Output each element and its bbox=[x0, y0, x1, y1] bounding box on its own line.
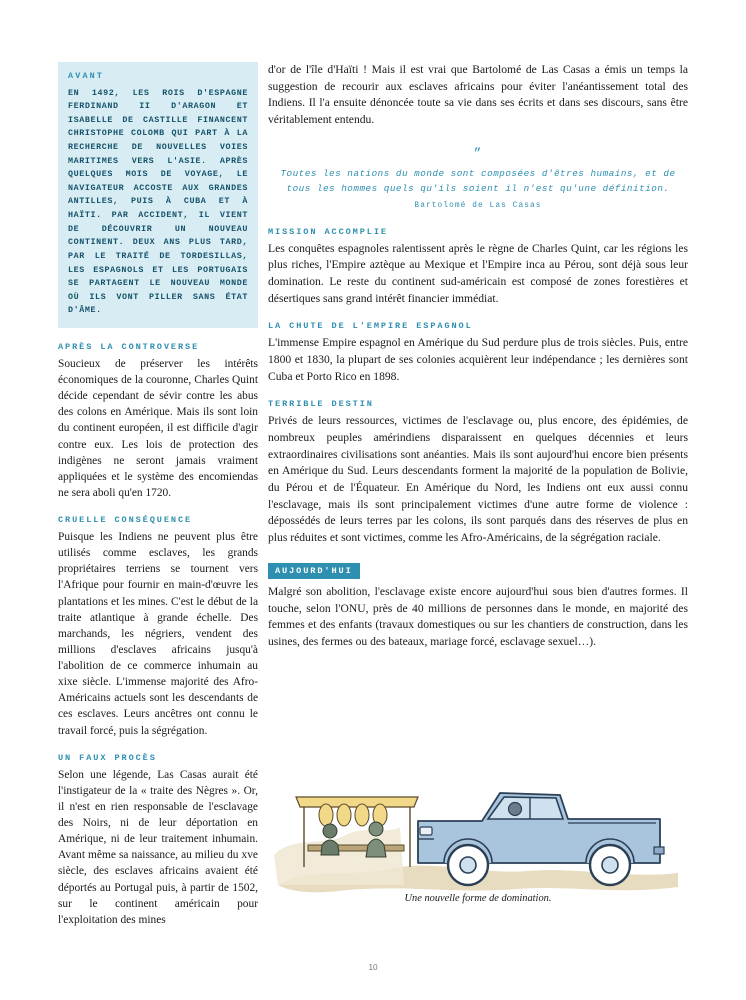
paragraph: Malgré son abolition, l'esclavage existe encore aujourd'hui sous bien d'autres formes. Il touche, selon l'ONU, près de 40 millions de personnes dans le monde, en majorité des femmes et des enfants (travaux domestiques ou sur les chantiers de construction, dans les usines, des fermes ou des bateaux, mariage forcé, esclavage sexuel…). bbox=[268, 584, 688, 648]
paragraph: L'immense Empire espagnol en Amérique du Sud perdure plus de trois siècles. Puis, entre 1800 et 1830, la plupart de ses colonies acquièrent leur indépendance ; les dernières sont Cuba et Porto Rico en 1898. bbox=[268, 336, 688, 383]
lead-paragraph: d'or de l'île d'Haïti ! Mais il est vrai que Bartolomé de Las Casas a émis un temps la suggestion de recourir aux esclaves africains pour éviter l'anéantissement total des Indiens. Il l'a ensuite dénoncée toute sa vie dans ses écrits et dans ses discours, sans être véritablement entendu. bbox=[268, 63, 688, 127]
section-heading-cruelle-consequence: CRUELLE CONSÉQUENCE bbox=[58, 515, 193, 526]
section-heading-aujourdhui: AUJOURD'HUI bbox=[268, 563, 360, 579]
quote-marks: ” bbox=[473, 145, 483, 161]
section-heading-apres-la-controverse: APRÈS LA CONTROVERSE bbox=[58, 341, 200, 352]
paragraph: Puisque les Indiens ne peuvent plus être utilisés comme esclaves, les grands propriétaires terriens se tournent vers l'Afrique pour fournir en main-d'œuvre les plantations et les mines. C'est le début de la traite atlantique à grande échelle. Des marchands, les négriers, vendent des millions d'esclaves africains jusqu'à l'abolition de ce commerce inhumain au xixe siècle. L'immense majorité des Afro-Américains actuels sont les descendants de ces esclaves. Leurs ancêtres ont connu le travail forcé, puis la ségrégation. bbox=[58, 531, 258, 737]
section-heading-la-chute-de-lempire-espagnol: LA CHUTE DE L'EMPIRE ESPAGNOL bbox=[268, 321, 473, 332]
section-heading-terrible-destin: TERRIBLE DESTIN bbox=[268, 399, 374, 410]
pull-quote bbox=[268, 143, 688, 213]
section-heading-un-faux-proces: UN FAUX PROCÈS bbox=[58, 752, 157, 763]
paragraph: Selon une légende, Las Casas aurait été l'instigateur de la « traite des Nègres ». Or, il n'est en rien responsable de l'esclavage des Noirs, ni de leur déportation en Amérique, ni de leur traitement inhumain. Avant même sa naissance, au milieu du xve siècle, des esclaves africains avaient été déportés au Portugal puis, à partir de 1502, sur le continent américain pour l'exploitation des mines bbox=[58, 768, 258, 926]
intro-box bbox=[58, 62, 258, 328]
paragraph: Privés de leurs ressources, victimes de l'esclavage ou, plus encore, des épidémies, de nombreux peuples amérindiens disparaissent en quelques décennies et leurs extraordinaires civilisations sont anéanties. Mais ils sont aujourd'hui encore bien présents en Amérique du Sud. Leurs descendants forment la majorité de la population de Bolivie, du Pérou et de l'Équateur. En Amérique du Nord, les Indiens ont eux aussi connu l'esclavage, mais ils sont principalement victimes d'une autre forme de violence : dépossédés de leurs terres par les colons, ils sont parqués dans des réserves de plus en plus réduites et sont victimes, comme les Afro-Américains, de la ségrégation raciale. bbox=[268, 414, 688, 545]
page-number: 10 bbox=[368, 963, 378, 972]
paragraph: Les conquêtes espagnoles ralentissent après le règne de Charles Quint, car les régions les plus riches, l'Empire aztèque au Mexique et l'Empire inca au Pérou, sont déjà sous leur domination. Le reste du continent sud-américain est composé de zones forestières et désertiques sans grand intérêt financier immédiat. bbox=[268, 241, 688, 305]
section-heading-mission-accomplie: MISSION ACCOMPLIE bbox=[268, 226, 388, 237]
illustration-pickup-truck bbox=[268, 735, 688, 915]
quote-attribution: Bartolomé de Las Casas bbox=[414, 201, 542, 210]
intro-kicker: AVANT bbox=[68, 71, 105, 81]
left-column bbox=[58, 62, 258, 928]
figure-caption: Une nouvelle forme de domination. bbox=[404, 893, 552, 904]
quote-text: Toutes les nations du monde sont composées d'êtres humains, et de tous les hommes quels qu'ils soient il n'est qu'une définition. bbox=[280, 167, 676, 194]
paragraph: Soucieux de préserver les intérêts économiques de la couronne, Charles Quint décide cependant de sévir contre les abus des colons en Amérique. Mais ils sont loin du continent européen, il est difficile d'agir contre eux. Les lois de protection des indigènes ne seront jamais vraiment appliquées et le système des encomiendas ne sera aboli qu'en 1720. bbox=[58, 357, 258, 499]
illustration-svg bbox=[268, 735, 688, 915]
right-column bbox=[268, 62, 688, 651]
intro-text: EN 1492, LES ROIS D'ESPAGNE FERDINAND II D'ARAGON ET ISABELLE DE CASTILLE FINANCENT CHRISTOPHE COLOMB QUI PART À LA RECHERCHE DE NOUVELLES VOIES MARITIMES VERS L'ASIE. APRÈS QUELQUES MOIS DE VOYAGE, LE NAVIGATEUR ACCOSTE AUX GRANDES ANTILLES, PUIS À CUBA ET À HAÏTI. PAR ACCIDENT, IL VIENT DE DÉCOUVRIR UN NOUVEAU CONTINENT. DEUX ANS PLUS TARD, PAR LE TRAITÉ DE TORDESILLAS, LES ESPAGNOLS ET LES PORTUGAIS SE PARTAGENT LE NOUVEAU MONDE OÙ ILS VONT PILLER SANS ÉTAT D'ÂME. bbox=[68, 87, 248, 316]
